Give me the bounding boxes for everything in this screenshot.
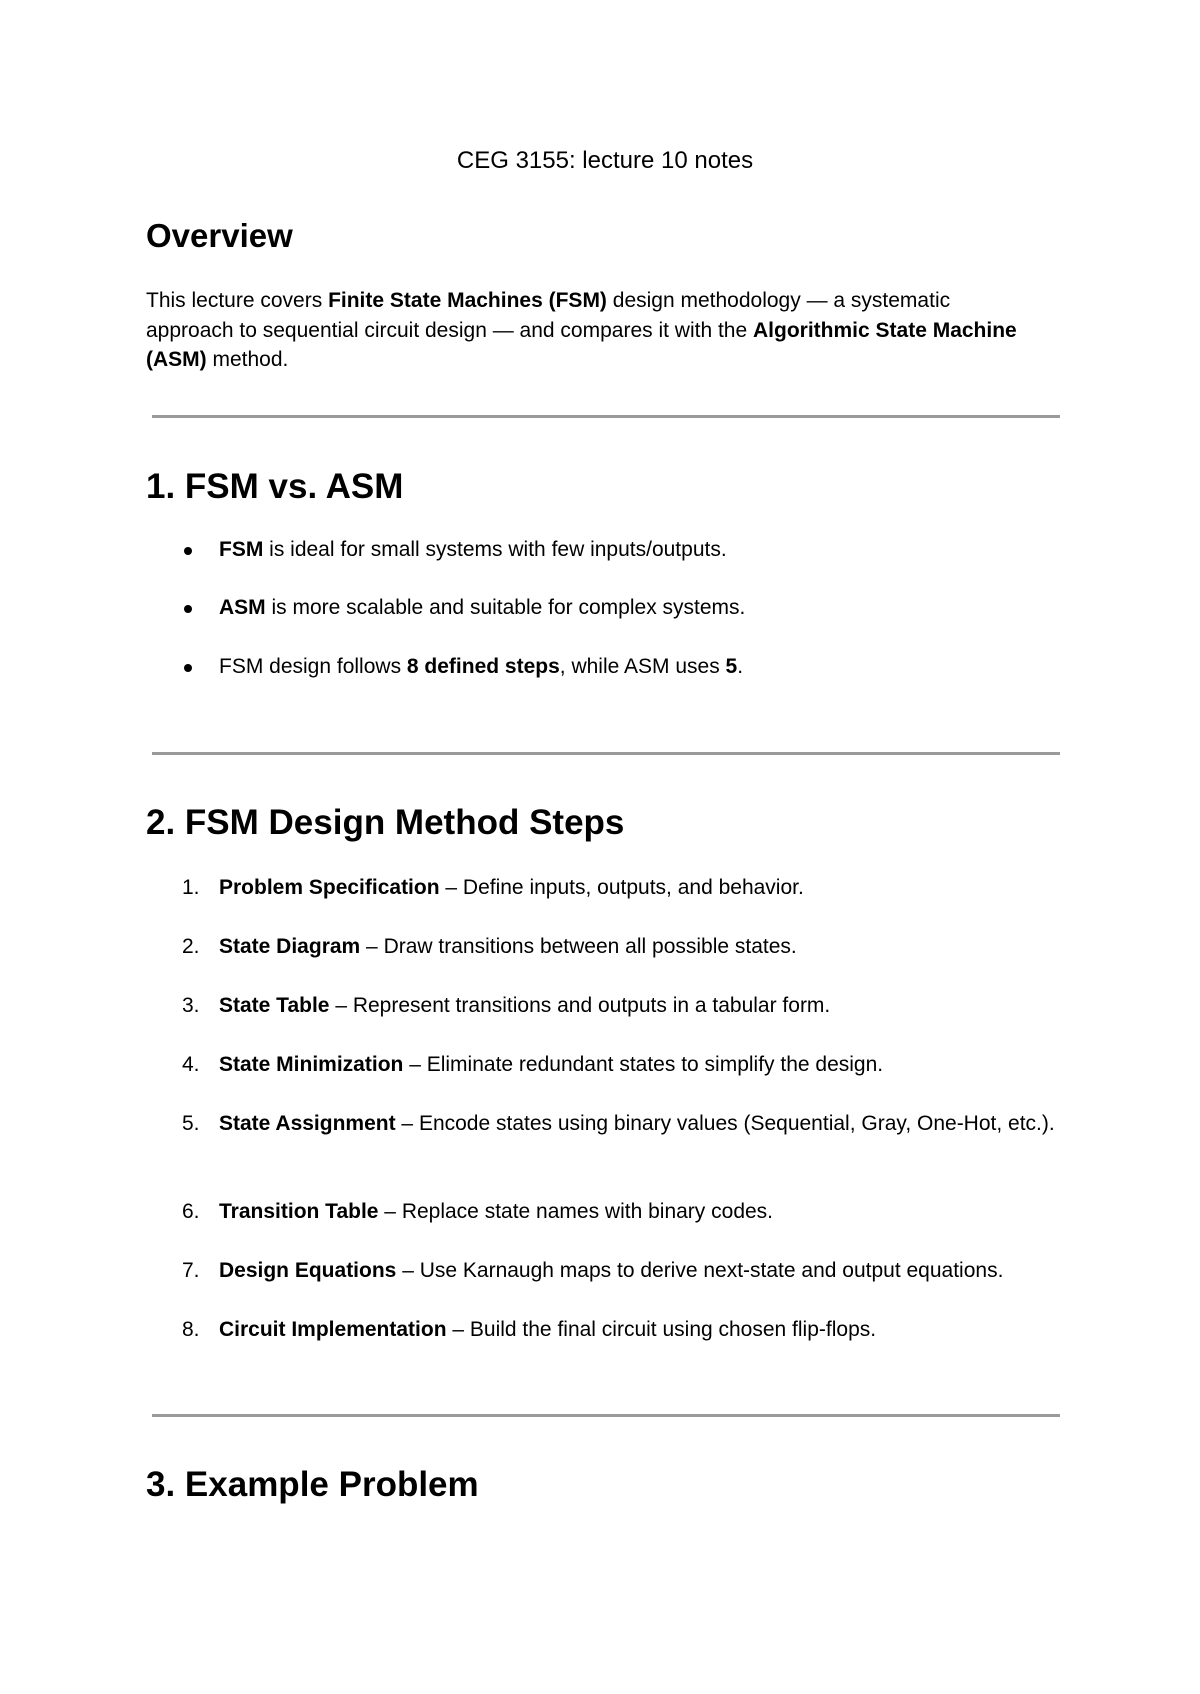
bullet-bold: ASM [219, 596, 266, 619]
overview-paragraph [146, 286, 1026, 375]
step-item [182, 1197, 1059, 1227]
section-3-heading: 3. Example Problem [146, 1465, 479, 1504]
step-number: 8. [182, 1318, 200, 1341]
step-number: 6. [182, 1200, 200, 1223]
step-text: – Encode states using binary values (Sequential, Gray, One-Hot, etc.). [395, 1112, 1055, 1135]
step-title: Transition Table [219, 1200, 379, 1223]
bullet-dot [184, 664, 192, 672]
overview-text-3: method. [206, 348, 289, 371]
step-item [182, 873, 1059, 903]
bullet-item [219, 652, 1059, 682]
step-number: 7. [182, 1259, 200, 1282]
bullet-item [219, 593, 1059, 623]
step-text: – Represent transitions and outputs in a tabular form. [329, 994, 831, 1017]
bullet-item [219, 535, 1059, 565]
step-item [182, 1109, 1059, 1139]
section-2-heading: 2. FSM Design Method Steps [146, 803, 625, 842]
divider [152, 752, 1060, 755]
step-title: State Minimization [219, 1053, 404, 1076]
step-number: 1. [182, 876, 200, 899]
step-number: 3. [182, 994, 200, 1017]
step-number: 2. [182, 935, 200, 958]
bullet-text: FSM design follows [219, 655, 407, 678]
step-item [182, 1315, 1059, 1345]
step-text: – Define inputs, outputs, and behavior. [439, 876, 804, 899]
bullet-bold: 8 defined steps [406, 655, 560, 678]
bullet-text: . [737, 655, 744, 678]
step-number: 5. [182, 1112, 200, 1135]
bullet-dot [184, 547, 192, 555]
step-item [182, 1050, 1059, 1080]
step-text: – Draw transitions between all possible states. [360, 935, 797, 958]
step-title: Design Equations [219, 1259, 397, 1282]
divider [152, 415, 1060, 418]
bullet-text: is ideal for small systems with few inputs/outputs. [263, 538, 727, 561]
bullet-bold: FSM [219, 538, 264, 561]
step-title: State Table [219, 994, 330, 1017]
bullet-bold: 5 [725, 655, 738, 678]
bullet-text: is more scalable and suitable for complex systems. [265, 596, 746, 619]
step-item [182, 1256, 1059, 1286]
step-title: Circuit Implementation [219, 1318, 447, 1341]
overview-heading: Overview [146, 217, 293, 254]
step-text: – Use Karnaugh maps to derive next-state and output equations. [396, 1259, 1004, 1282]
overview-bold-asm: Algorithmic State Machine (ASM) [146, 318, 1017, 371]
bullet-text: , while ASM uses [559, 655, 726, 678]
step-text: – Build the final circuit using chosen flip-flops. [446, 1318, 877, 1341]
divider [152, 1414, 1060, 1417]
step-title: State Diagram [219, 935, 361, 958]
bullet-dot [184, 605, 192, 613]
overview-text-1: This lecture covers [146, 289, 329, 312]
step-item [182, 932, 1059, 962]
document-title: CEG 3155: lecture 10 notes [456, 147, 754, 174]
step-title: State Assignment [219, 1112, 396, 1135]
section-1-heading: 1. FSM vs. ASM [146, 467, 404, 506]
step-item [182, 991, 1059, 1021]
overview-bold-fsm: Finite State Machines (FSM) [328, 289, 607, 312]
step-number: 4. [182, 1053, 200, 1076]
overview-text-2: design methodology — a systematic approach to sequential circuit design — and compares it with the [146, 289, 951, 342]
step-text: – Eliminate redundant states to simplify the design. [403, 1053, 884, 1076]
step-text: – Replace state names with binary codes. [378, 1200, 774, 1223]
step-title: Problem Specification [219, 876, 440, 899]
